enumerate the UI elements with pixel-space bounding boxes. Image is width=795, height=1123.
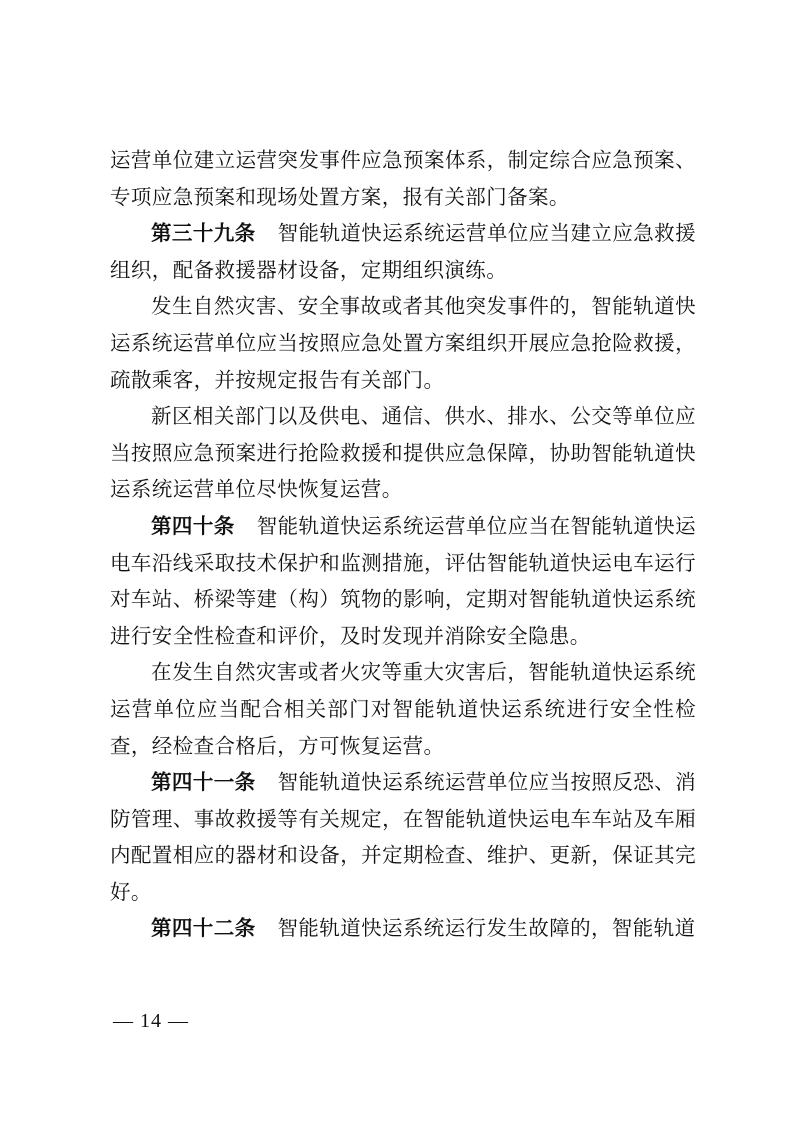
paragraph-text: 新区相关部门以及供电、通信、供水、排水、公交等单位应当按照应急预案进行抢险救援和提供应急保障，协助智能轨道快运系统运营单位尽快恢复运营。 — [110, 404, 696, 502]
paragraph-text: 智能轨道快运系统运行发生故障的，智能轨道 — [277, 916, 696, 941]
page-number: — 14 — — [113, 1010, 189, 1032]
paragraph-text: 智能轨道快运系统运营单位应当按照反恐、消防管理、事故救援等有关规定，在智能轨道快运电车车站及车厢内配置相应的器材和设备，并定期检查、维护、更新，保证其完好。 — [110, 770, 697, 904]
article-39-paragraph — [110, 215, 696, 288]
article-number: 第四十二条 — [151, 916, 256, 941]
paragraph-text: 在发生自然灾害或者火灾等重大灾害后，智能轨道快运系统运营单位应当配合相关部门对智能轨道快运系统进行安全性检查，经检查合格后，方可恢复运营。 — [110, 660, 696, 758]
paragraph-text: 发生自然灾害、安全事故或者其他突发事件的，智能轨道快运系统运营单位应当按照应急处置方案组织开展应急抢险救援，疏散乘客，并按规定报告有关部门。 — [110, 294, 696, 392]
article-39-paragraph-2 — [110, 288, 696, 398]
article-41-paragraph — [110, 764, 696, 910]
paragraph-text: 智能轨道快运系统运营单位应当建立应急救援组织，配备救援器材设备，定期组织演练。 — [110, 221, 697, 282]
article-number: 第四十一条 — [151, 770, 256, 795]
article-number: 第四十条 — [151, 513, 235, 538]
article-42-paragraph — [110, 910, 696, 947]
article-number: 第三十九条 — [151, 221, 256, 246]
article-39-paragraph-3 — [110, 398, 696, 508]
article-40-paragraph-2 — [110, 654, 696, 764]
paragraph-text: 运营单位建立运营突发事件应急预案体系，制定综合应急预案、专项应急预案和现场处置方案，报有关部门备案。 — [110, 148, 696, 209]
document-body — [110, 142, 696, 947]
paragraph-continuation — [110, 142, 696, 215]
article-40-paragraph — [110, 508, 696, 654]
paragraph-text: 智能轨道快运系统运营单位应当在智能轨道快运电车沿线采取技术保护和监测措施，评估智能轨道快运电车运行对车站、桥梁等建（构）筑物的影响，定期对智能轨道快运系统进行安全性检查和评价，及时发现并消除安全隐患。 — [110, 513, 696, 648]
